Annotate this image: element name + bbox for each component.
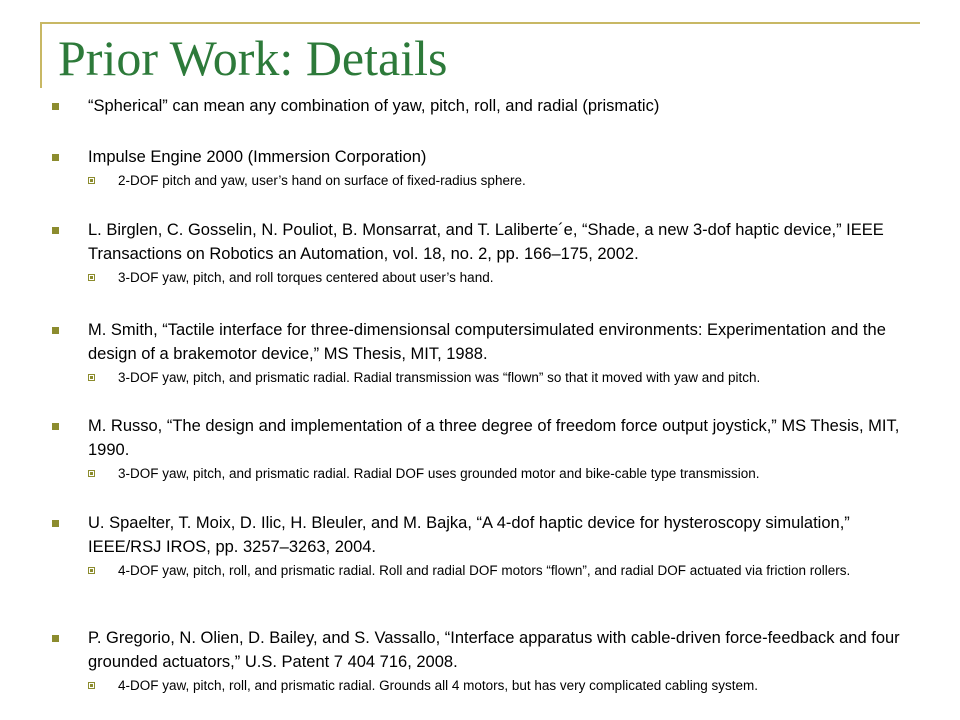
bullet-item <box>50 414 910 482</box>
square-bullet-icon <box>52 327 59 334</box>
square-bullet-icon <box>52 635 59 642</box>
square-bullet-icon <box>52 423 59 430</box>
slide-title: Prior Work: Details <box>58 30 448 86</box>
square-bullet-icon <box>52 520 59 527</box>
sub-bullet-item <box>50 370 910 386</box>
title-frame-left-rule <box>40 22 42 88</box>
sub-bullet-text: 3-DOF yaw, pitch, and prismatic radial. Radial DOF uses grounded motor and bike-cable type transmission. <box>118 466 760 481</box>
bullet-text: Impulse Engine 2000 (Immersion Corporation) <box>88 148 427 166</box>
bullet-text: “Spherical” can mean any combination of yaw, pitch, roll, and radial (prismatic) <box>88 97 660 115</box>
bullet-text: U. Spaelter, T. Moix, D. Ilic, H. Bleuler, and M. Bajka, “A 4-dof haptic device for hysteroscopy simulation,” IEEE/RSJ IROS, pp. 3257–3263, 2004. <box>88 514 850 556</box>
hollow-square-bullet-icon <box>88 374 95 381</box>
sub-bullet-item <box>50 173 910 189</box>
sub-bullet-item <box>50 270 910 286</box>
bullet-text: P. Gregorio, N. Olien, D. Bailey, and S. Vassallo, “Interface apparatus with cable-driven force-feedback and four grounded actuators,” U.S. Patent 7 404 716, 2008. <box>88 629 900 671</box>
bullet-item <box>50 94 910 118</box>
bullet-text: L. Birglen, C. Gosselin, N. Pouliot, B. Monsarrat, and T. Laliberte´e, “Shade, a new 3-dof haptic device,” IEEE Transactions on Robotics an Automation, vol. 18, no. 2, pp. 166–175, 2002. <box>88 221 884 263</box>
bullet-item <box>50 318 910 386</box>
bullet-item <box>50 511 910 579</box>
hollow-square-bullet-icon <box>88 682 95 689</box>
sub-bullet-text: 3-DOF yaw, pitch, and prismatic radial. Radial transmission was “flown” so that it moved with yaw and pitch. <box>118 370 761 385</box>
hollow-square-bullet-icon <box>88 274 95 281</box>
bullet-text: M. Smith, “Tactile interface for three-dimensionsal computersimulated environments: Experimentation and the design of a brakemotor device,” MS Thesis, MIT, 1988. <box>88 321 886 363</box>
square-bullet-icon <box>52 227 59 234</box>
bullet-item <box>50 218 910 286</box>
sub-bullet-item <box>50 678 910 694</box>
sub-bullet-text: 4-DOF yaw, pitch, roll, and prismatic radial. Roll and radial DOF motors “flown”, and radial DOF actuated via friction rollers. <box>118 563 851 578</box>
sub-bullet-item <box>50 563 910 579</box>
hollow-square-bullet-icon <box>88 567 95 574</box>
bullet-text: M. Russo, “The design and implementation of a three degree of freedom force output joystick,” MS Thesis, MIT, 1990. <box>88 417 900 459</box>
hollow-square-bullet-icon <box>88 470 95 477</box>
bullet-item <box>50 145 910 189</box>
square-bullet-icon <box>52 154 59 161</box>
sub-bullet-text: 2-DOF pitch and yaw, user’s hand on surface of fixed-radius sphere. <box>118 173 526 188</box>
bullet-item <box>50 626 910 694</box>
hollow-square-bullet-icon <box>88 177 95 184</box>
square-bullet-icon <box>52 103 59 110</box>
sub-bullet-item <box>50 466 910 482</box>
sub-bullet-text: 4-DOF yaw, pitch, roll, and prismatic radial. Grounds all 4 motors, but has very complicated cabling system. <box>118 678 759 693</box>
sub-bullet-text: 3-DOF yaw, pitch, and roll torques centered about user’s hand. <box>118 270 494 285</box>
